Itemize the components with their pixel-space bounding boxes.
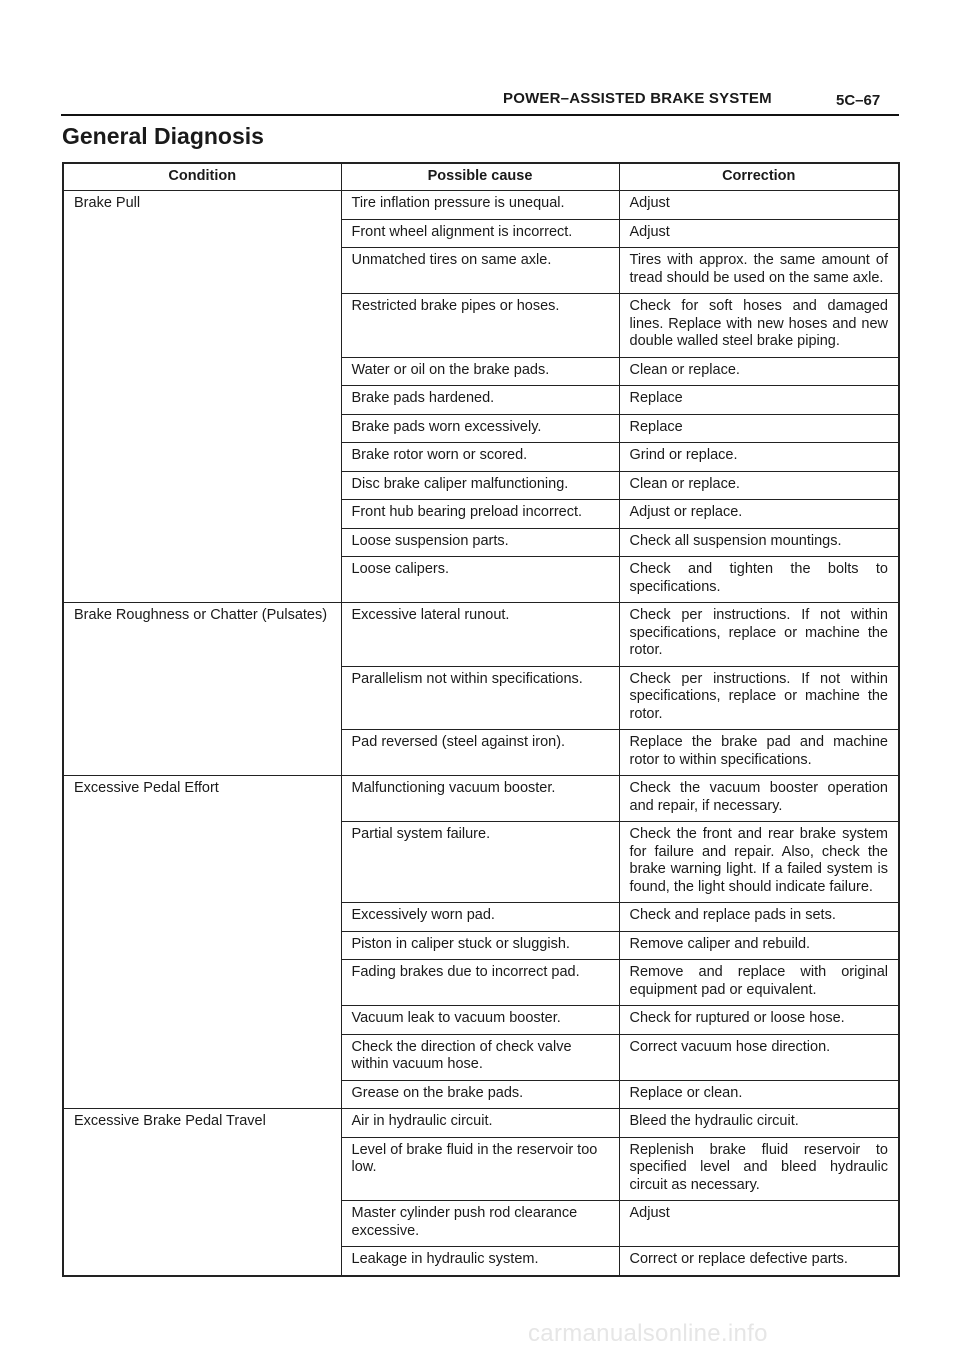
correction-cell: Check the front and rear brake system for failure and repair. Also, check the brake warning light. If a failed system is found, the light should indicate failure. <box>619 822 899 903</box>
correction-cell: Adjust <box>619 219 899 248</box>
correction-cell: Check for soft hoses and damaged lines. Replace with new hoses and new double walled steel brake piping. <box>619 294 899 358</box>
possible-cause-cell: Front wheel alignment is incorrect. <box>341 219 619 248</box>
possible-cause-cell: Tire inflation pressure is unequal. <box>341 191 619 220</box>
table-row <box>63 603 899 667</box>
possible-cause-cell: Air in hydraulic circuit. <box>341 1109 619 1138</box>
possible-cause-cell: Unmatched tires on same axle. <box>341 248 619 294</box>
column-header-possible-cause: Possible cause <box>341 163 619 191</box>
possible-cause-cell: Check the direction of check valve within vacuum hose. <box>341 1034 619 1080</box>
possible-cause-cell: Excessively worn pad. <box>341 903 619 932</box>
correction-cell: Remove and replace with original equipment pad or equivalent. <box>619 960 899 1006</box>
table-header-row <box>63 163 899 191</box>
correction-cell: Check and replace pads in sets. <box>619 903 899 932</box>
table-row <box>63 776 899 822</box>
correction-cell: Tires with approx. the same amount of tread should be used on the same axle. <box>619 248 899 294</box>
header-rule <box>61 114 899 116</box>
page-number: 5C–67 <box>836 92 881 109</box>
possible-cause-cell: Leakage in hydraulic system. <box>341 1247 619 1276</box>
possible-cause-cell: Partial system failure. <box>341 822 619 903</box>
correction-cell: Clean or replace. <box>619 357 899 386</box>
correction-cell: Replace the brake pad and machine rotor to within specifications. <box>619 730 899 776</box>
correction-cell: Clean or replace. <box>619 471 899 500</box>
diagnosis-table <box>62 162 900 1277</box>
possible-cause-cell: Master cylinder push rod clearance excessive. <box>341 1201 619 1247</box>
correction-cell: Bleed the hydraulic circuit. <box>619 1109 899 1138</box>
possible-cause-cell: Fading brakes due to incorrect pad. <box>341 960 619 1006</box>
correction-cell: Replace <box>619 386 899 415</box>
condition-cell: Excessive Pedal Effort <box>63 776 341 1109</box>
possible-cause-cell: Malfunctioning vacuum booster. <box>341 776 619 822</box>
possible-cause-cell: Restricted brake pipes or hoses. <box>341 294 619 358</box>
condition-cell: Brake Pull <box>63 191 341 603</box>
correction-cell: Adjust <box>619 1201 899 1247</box>
possible-cause-cell: Level of brake fluid in the reservoir too low. <box>341 1137 619 1201</box>
section-title: General Diagnosis <box>62 123 264 149</box>
correction-cell: Remove caliper and rebuild. <box>619 931 899 960</box>
correction-cell: Check the vacuum booster operation and repair, if necessary. <box>619 776 899 822</box>
possible-cause-cell: Parallelism not within specifications. <box>341 666 619 730</box>
correction-cell: Check per instructions. If not within specifications, replace or machine the rotor. <box>619 666 899 730</box>
correction-cell: Grind or replace. <box>619 443 899 472</box>
running-header-title: POWER–ASSISTED BRAKE SYSTEM <box>503 90 772 107</box>
table-body <box>63 191 899 1276</box>
correction-cell: Check all suspension mountings. <box>619 528 899 557</box>
correction-cell: Replace <box>619 414 899 443</box>
correction-cell: Check per instructions. If not within specifications, replace or machine the rotor. <box>619 603 899 667</box>
possible-cause-cell: Brake pads hardened. <box>341 386 619 415</box>
possible-cause-cell: Grease on the brake pads. <box>341 1080 619 1109</box>
table-row <box>63 1109 899 1138</box>
correction-cell: Correct or replace defective parts. <box>619 1247 899 1276</box>
possible-cause-cell: Loose calipers. <box>341 557 619 603</box>
possible-cause-cell: Vacuum leak to vacuum booster. <box>341 1006 619 1035</box>
condition-cell: Excessive Brake Pedal Travel <box>63 1109 341 1276</box>
table-row <box>63 191 899 220</box>
correction-cell: Check for ruptured or loose hose. <box>619 1006 899 1035</box>
watermark: carmanualsonline.info <box>528 1320 768 1347</box>
correction-cell: Adjust <box>619 191 899 220</box>
possible-cause-cell: Brake rotor worn or scored. <box>341 443 619 472</box>
correction-cell: Correct vacuum hose direction. <box>619 1034 899 1080</box>
correction-cell: Replenish brake fluid reservoir to specified level and bleed hydraulic circuit as necessary. <box>619 1137 899 1201</box>
correction-cell: Replace or clean. <box>619 1080 899 1109</box>
possible-cause-cell: Pad reversed (steel against iron). <box>341 730 619 776</box>
correction-cell: Check and tighten the bolts to specifications. <box>619 557 899 603</box>
possible-cause-cell: Front hub bearing preload incorrect. <box>341 500 619 529</box>
column-header-condition: Condition <box>63 163 341 191</box>
possible-cause-cell: Piston in caliper stuck or sluggish. <box>341 931 619 960</box>
correction-cell: Adjust or replace. <box>619 500 899 529</box>
possible-cause-cell: Excessive lateral runout. <box>341 603 619 667</box>
possible-cause-cell: Brake pads worn excessively. <box>341 414 619 443</box>
possible-cause-cell: Water or oil on the brake pads. <box>341 357 619 386</box>
condition-cell: Brake Roughness or Chatter (Pulsates) <box>63 603 341 776</box>
column-header-correction: Correction <box>619 163 899 191</box>
possible-cause-cell: Disc brake caliper malfunctioning. <box>341 471 619 500</box>
possible-cause-cell: Loose suspension parts. <box>341 528 619 557</box>
